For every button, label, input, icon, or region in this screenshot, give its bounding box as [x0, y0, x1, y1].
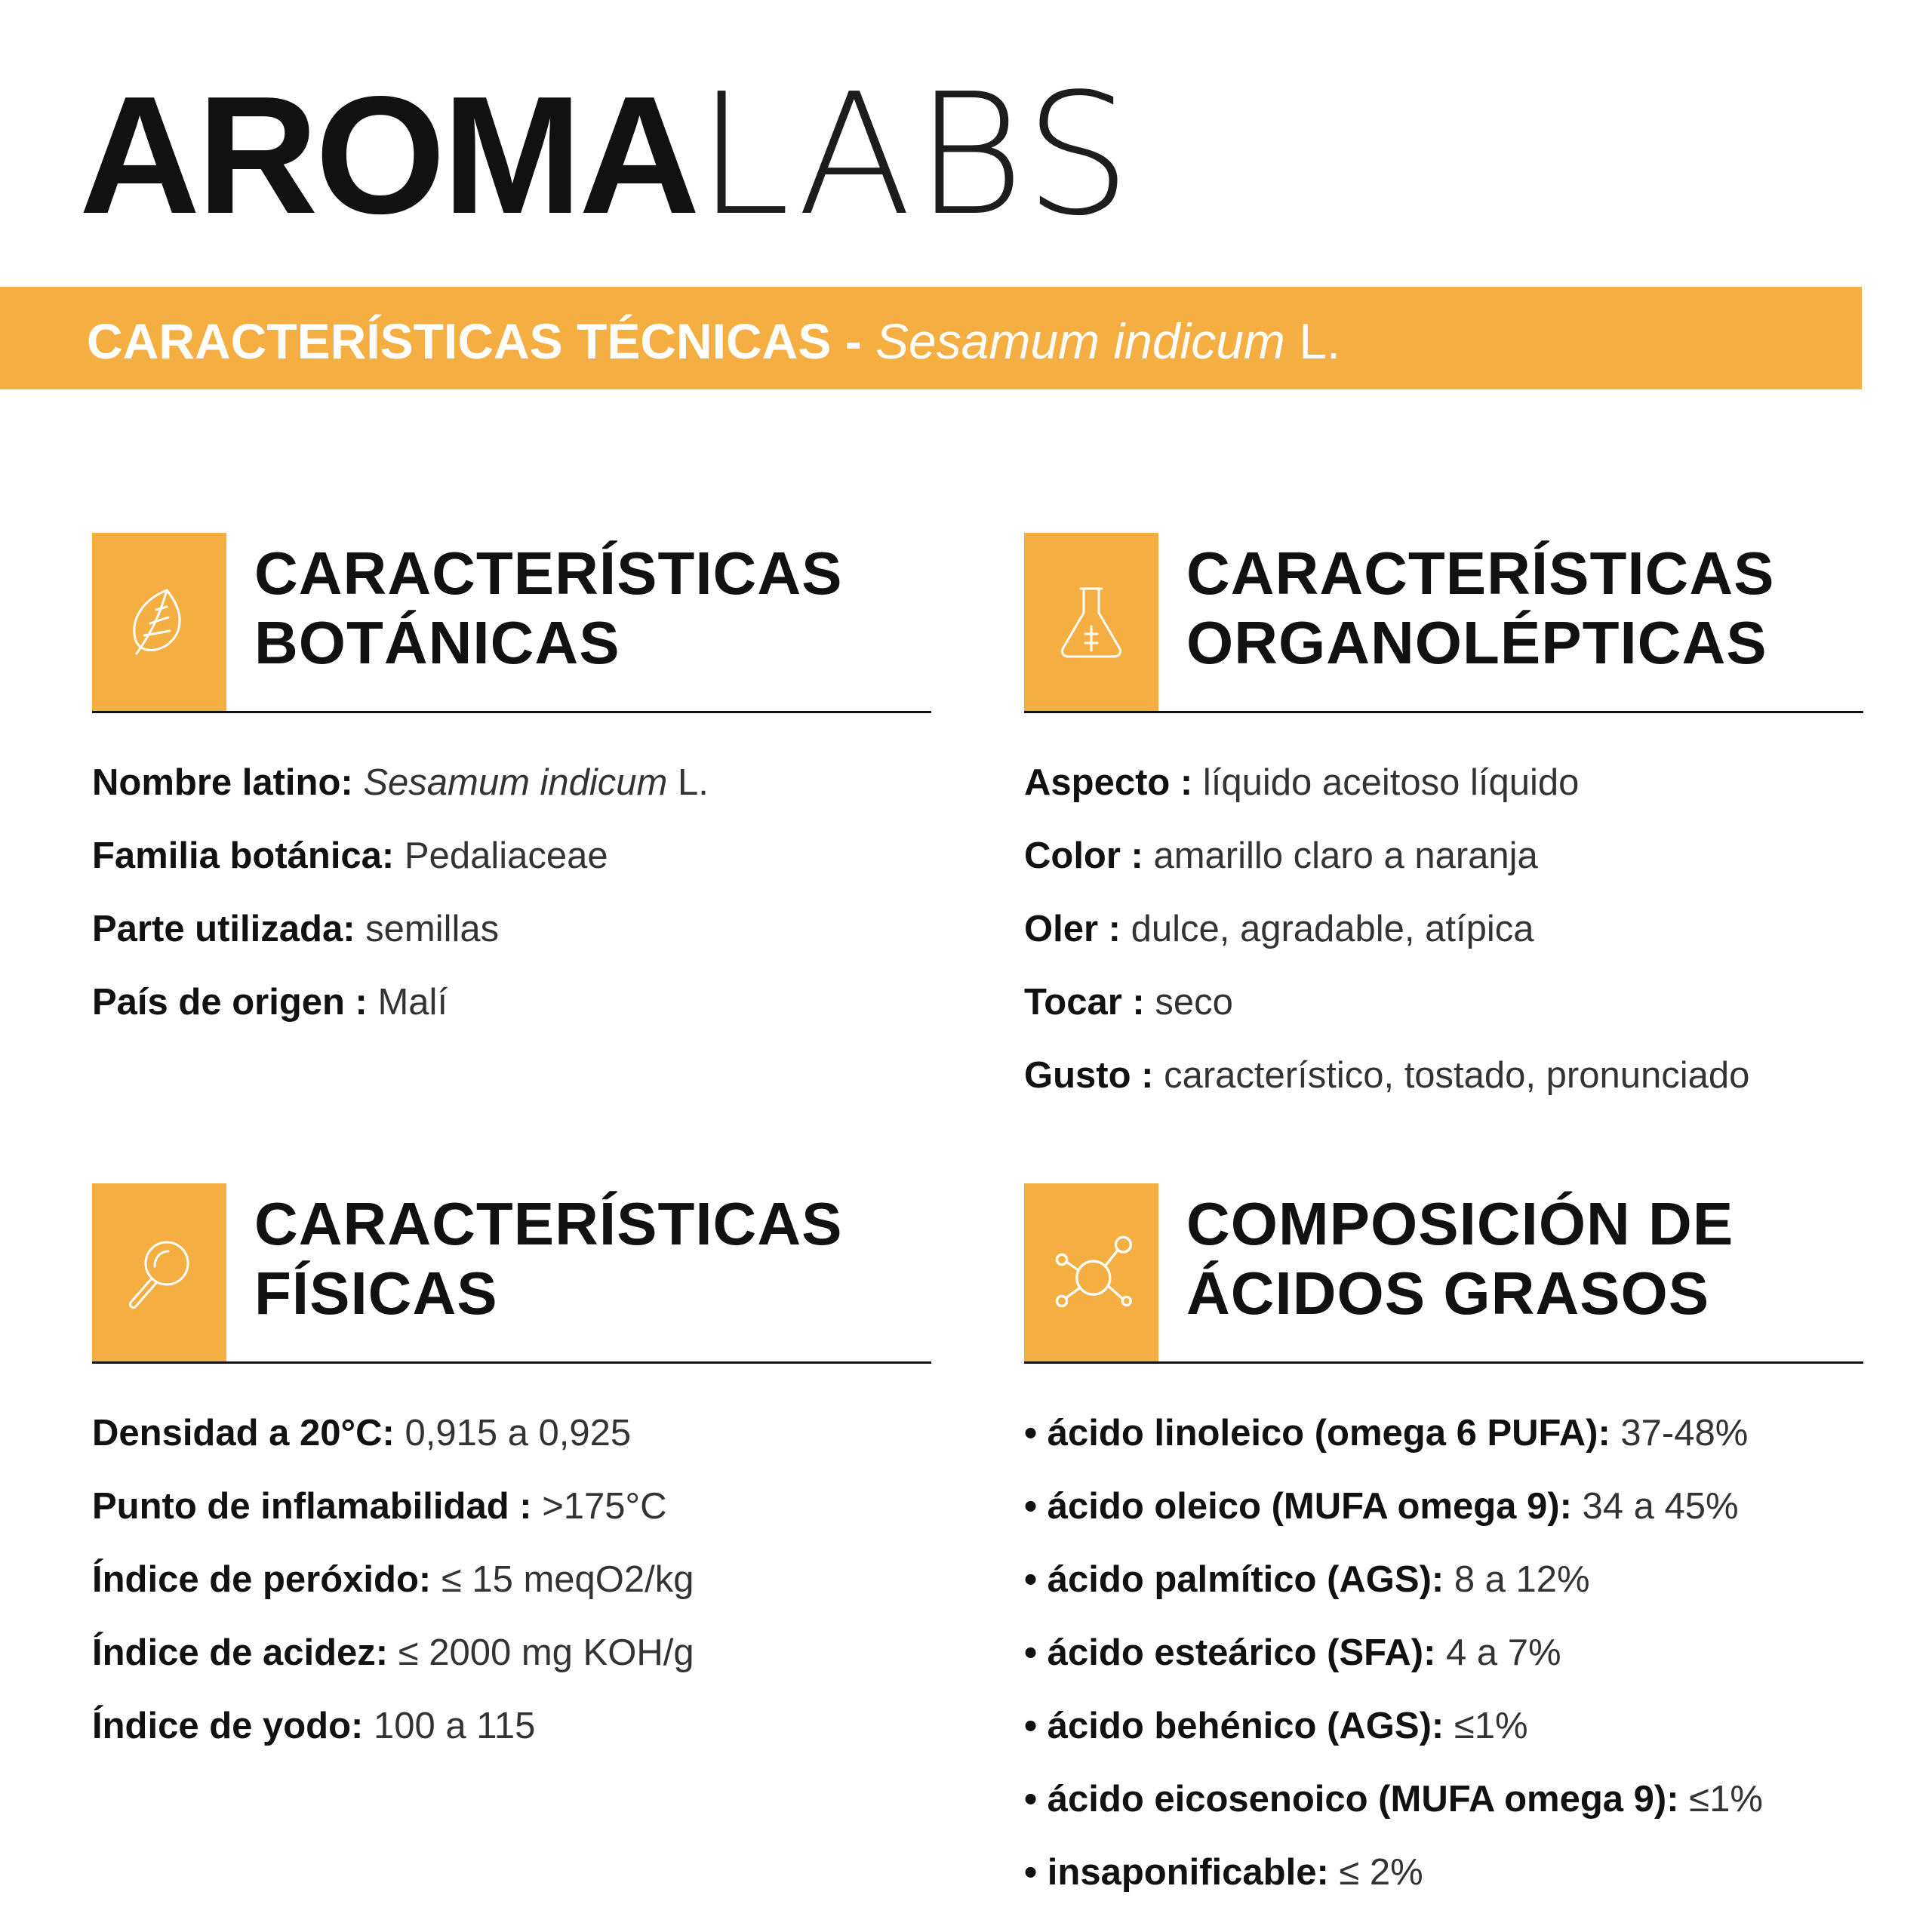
aromalabs-logo [79, 58, 1134, 253]
list-item [1024, 1543, 1863, 1617]
list-item [92, 966, 931, 1039]
list-item [1024, 966, 1863, 1039]
list-item [1024, 820, 1863, 893]
section-title [1186, 1189, 1734, 1328]
title-line-1: CARACTERÍSTICAS [254, 540, 843, 607]
list-item [1024, 1617, 1863, 1690]
item-key: Gusto : [1024, 1055, 1154, 1096]
item-value: ≤ 2% [1328, 1852, 1423, 1893]
item-key: Parte utilizada: [92, 909, 355, 949]
section-organolepticas [1024, 533, 1863, 1112]
section-header [1024, 1183, 1863, 1364]
list-item [1024, 1397, 1863, 1470]
icon-box [1024, 1183, 1158, 1361]
section-botanicas [92, 533, 931, 1039]
item-value: >175°C [531, 1486, 667, 1527]
item-value: dulce, agradable, atípica [1120, 909, 1534, 949]
banner-species: Sesamum indicum [875, 313, 1285, 369]
list-item [92, 820, 931, 893]
item-key: • ácido behénico (AGS): [1024, 1706, 1444, 1746]
item-value: 37-48% [1610, 1413, 1749, 1454]
item-key: Oler : [1024, 909, 1121, 949]
title-line-2: FÍSICAS [254, 1260, 498, 1327]
item-key: Índice de yodo: [92, 1706, 364, 1746]
title-line-1: CARACTERÍSTICAS [254, 1190, 843, 1257]
section-acidos-grasos [1024, 1183, 1863, 1909]
banner-author: L. [1284, 313, 1341, 369]
list-item [1024, 1470, 1863, 1543]
section-title [1186, 539, 1774, 678]
item-key: Aspecto : [1024, 762, 1193, 803]
banner-title-text: CARACTERÍSTICAS TÉCNICAS - [87, 313, 876, 369]
item-key: • insaponificable: [1024, 1852, 1329, 1893]
item-value: líquido aceitoso líquido [1192, 762, 1580, 803]
section-title [254, 539, 842, 678]
banner-title [87, 312, 1340, 370]
item-key: Tocar : [1024, 982, 1145, 1023]
list-item [1024, 746, 1863, 820]
item-value: ≤1% [1444, 1706, 1528, 1746]
list-item [1024, 1836, 1863, 1909]
item-value: Pedaliaceae [394, 835, 608, 876]
fisicas-list [92, 1397, 931, 1763]
item-value: semillas [355, 909, 500, 949]
item-value-italic: Sesamum indicum [352, 762, 668, 803]
item-key: País de origen : [92, 982, 368, 1023]
item-value: ≤1% [1678, 1779, 1763, 1820]
list-item [92, 1690, 931, 1763]
molecule-icon [1054, 1235, 1137, 1318]
icon-box [92, 533, 226, 711]
magnifier-icon [122, 1235, 197, 1310]
item-value: Malí [367, 982, 448, 1023]
item-key: • ácido palmítico (AGS): [1024, 1559, 1444, 1600]
item-key: Índice de acidez: [92, 1632, 389, 1673]
list-item [1024, 893, 1863, 966]
leaf-icon [122, 584, 197, 660]
item-value: 4 a 7% [1435, 1632, 1561, 1673]
list-item [1024, 1690, 1863, 1763]
title-line-1: CARACTERÍSTICAS [1186, 540, 1775, 607]
acidos-list [1024, 1397, 1863, 1909]
list-item [92, 1470, 931, 1543]
item-value: L. [667, 762, 709, 803]
item-value: 8 a 12% [1444, 1559, 1590, 1600]
section-title [254, 1189, 842, 1328]
title-line-2: ÁCIDOS GRASOS [1186, 1260, 1710, 1327]
logo-aroma: AROMA [79, 62, 697, 249]
technical-banner [0, 287, 1862, 389]
list-item [1024, 1039, 1863, 1112]
item-value: 34 a 45% [1571, 1486, 1739, 1527]
title-line-1: COMPOSICIÓN DE [1186, 1190, 1734, 1257]
logo-labs: LABS [697, 58, 1134, 253]
item-value: ≤ 15 meqO2/kg [431, 1559, 694, 1600]
title-line-2: ORGANOLÉPTICAS [1186, 609, 1767, 676]
section-header [1024, 533, 1863, 713]
item-key: Índice de peróxido: [92, 1559, 432, 1600]
item-key: Nombre latino: [92, 762, 353, 803]
list-item [92, 1397, 931, 1470]
item-key: • ácido eicosenoico (MUFA omega 9): [1024, 1779, 1679, 1820]
list-item [92, 746, 931, 820]
item-key: • ácido esteárico (SFA): [1024, 1632, 1436, 1673]
botanicas-list [92, 746, 931, 1039]
item-value: ≤ 2000 mg KOH/g [388, 1632, 694, 1673]
item-key: Densidad a 20°C: [92, 1413, 395, 1454]
title-line-2: BOTÁNICAS [254, 609, 620, 676]
item-key: Punto de inflamabilidad : [92, 1486, 532, 1527]
item-value: 0,915 a 0,925 [394, 1413, 632, 1454]
item-key: Color : [1024, 835, 1143, 876]
item-value: característico, tostado, pronunciado [1153, 1055, 1750, 1096]
item-key: • ácido linoleico (omega 6 PUFA): [1024, 1413, 1611, 1454]
section-fisicas [92, 1183, 931, 1763]
icon-box [92, 1183, 226, 1361]
organolepticas-list [1024, 746, 1863, 1112]
item-value: amarillo claro a naranja [1143, 835, 1538, 876]
section-header [92, 533, 931, 713]
flask-icon [1054, 584, 1129, 660]
list-item [1024, 1763, 1863, 1836]
list-item [92, 1617, 931, 1690]
section-header [92, 1183, 931, 1364]
item-value: seco [1144, 982, 1233, 1023]
item-value: 100 a 115 [363, 1706, 536, 1746]
list-item [92, 1543, 931, 1617]
item-key: Familia botánica: [92, 835, 395, 876]
item-key: • ácido oleico (MUFA omega 9): [1024, 1486, 1572, 1527]
list-item [92, 893, 931, 966]
icon-box [1024, 533, 1158, 711]
